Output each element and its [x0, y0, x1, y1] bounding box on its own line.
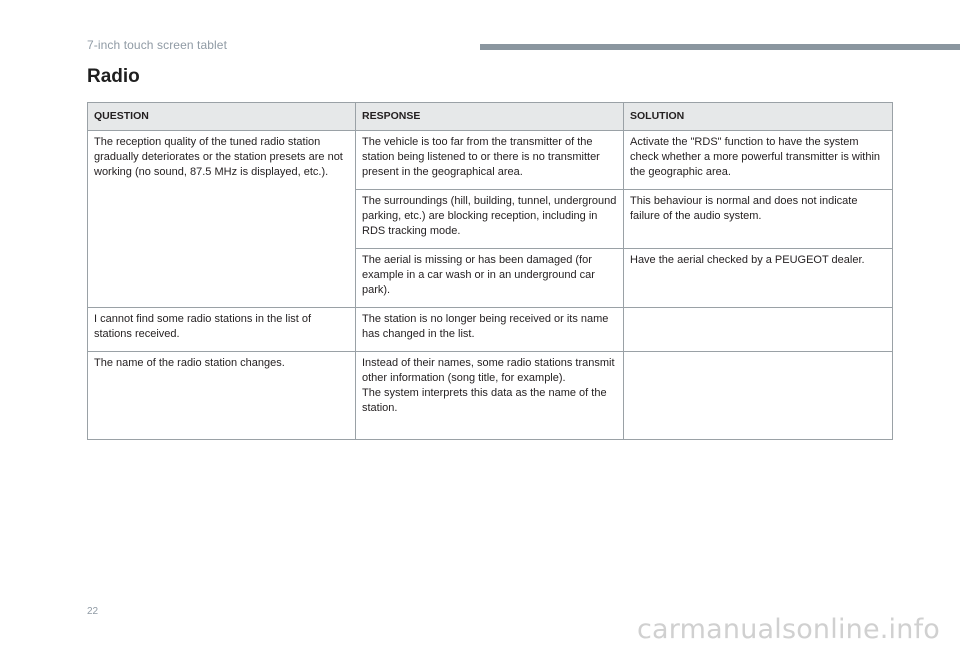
- table-header-row: [88, 103, 893, 131]
- response-cell: The station is no longer being received or its name has changed in the list.: [356, 308, 624, 352]
- solution-cell: Activate the "RDS" function to have the system check whether a more powerful transmitter is within the geographic area.: [624, 131, 893, 190]
- table-row: [88, 352, 893, 440]
- solution-cell: Have the aerial checked by a PEUGEOT dealer.: [624, 249, 893, 308]
- response-cell: The aerial is missing or has been damaged (for example in a car wash or in an underground car park).: [356, 249, 624, 308]
- question-cell: I cannot find some radio stations in the list of stations received.: [88, 308, 356, 352]
- response-line: The system interprets this data as the name of the station.: [362, 387, 607, 414]
- solution-cell: [624, 308, 893, 352]
- page-number: 22: [87, 606, 99, 617]
- faq-table: [87, 102, 893, 440]
- response-cell: [356, 352, 624, 440]
- table-row: [88, 308, 893, 352]
- column-header-solution: SOLUTION: [624, 103, 893, 131]
- solution-cell: This behaviour is normal and does not indicate failure of the audio system.: [624, 190, 893, 249]
- table-row: [88, 131, 893, 190]
- section-header-label: 7-inch touch screen tablet: [87, 38, 228, 52]
- column-header-question: QUESTION: [88, 103, 356, 131]
- page-title: Radio: [87, 66, 140, 87]
- solution-cell: [624, 352, 893, 440]
- header-bar: [480, 44, 960, 50]
- question-cell: The reception quality of the tuned radio station gradually deteriorates or the station presets are not working (no sound, 87.5 MHz is displayed, etc.).: [88, 131, 356, 308]
- response-line: Instead of their names, some radio stations transmit other information (song title, for example).: [362, 357, 615, 384]
- question-cell: The name of the radio station changes.: [88, 352, 356, 440]
- response-cell: The surroundings (hill, building, tunnel, underground parking, etc.) are blocking reception, including in RDS tracking mode.: [356, 190, 624, 249]
- response-cell: The vehicle is too far from the transmitter of the station being listened to or there is no transmitter present in the geographical area.: [356, 131, 624, 190]
- column-header-response: RESPONSE: [356, 103, 624, 131]
- watermark: carmanualsonline.info: [637, 614, 940, 645]
